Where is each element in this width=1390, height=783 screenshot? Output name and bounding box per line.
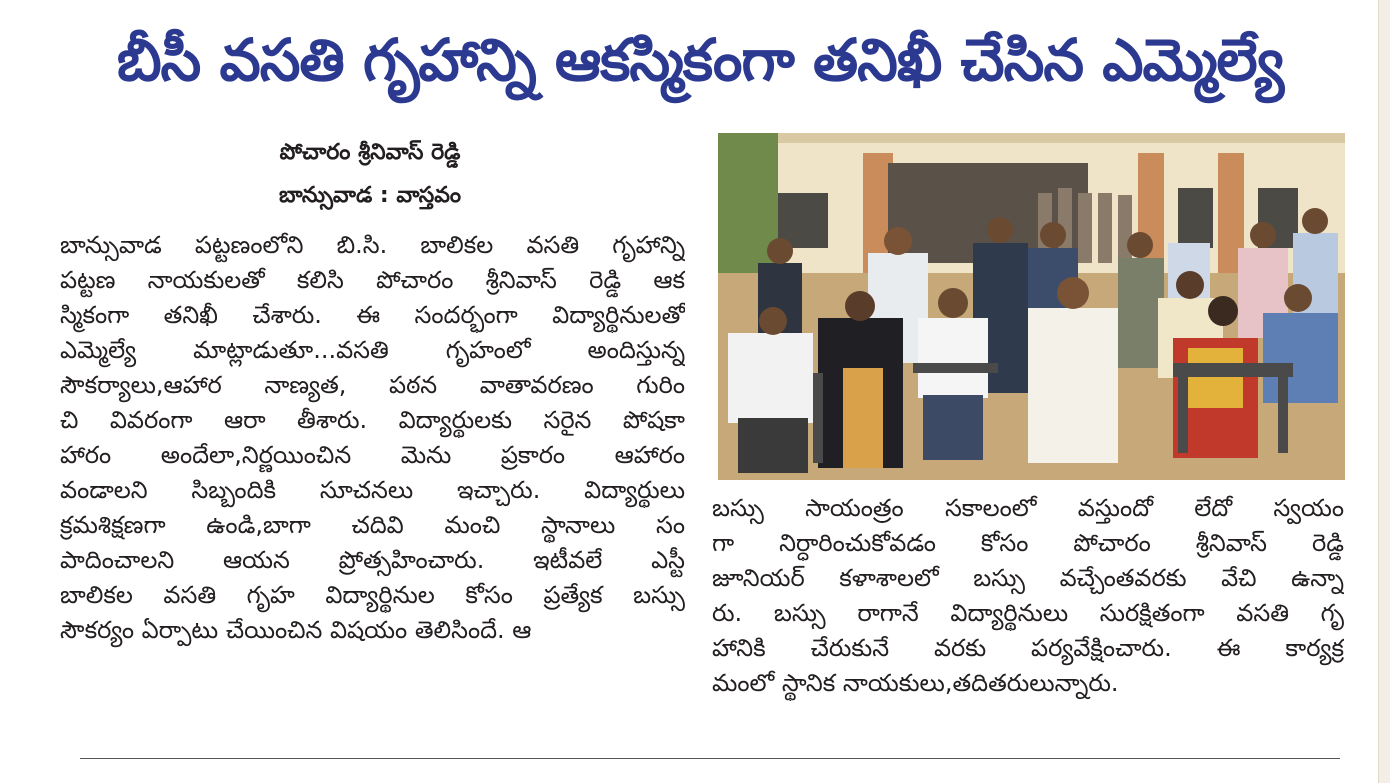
text-line: క్రమశిక్షణగా ఉండి,బాగా చదివి మంచి స్థానాలు సం [60,511,685,539]
text-line: హారం అందేలా,నిర్ణయించిన మెను ప్రకారం ఆహారం [60,441,685,469]
text-line: గా నిర్ధారించుకోవడం కోసం పోచారం శ్రీనివాస్ రెడ్డి [712,529,1344,557]
byline-author: పోచారం శ్రీనివాస్ రెడ్డి [279,140,461,165]
article-left-column [60,228,685,648]
text-line: బాలికల వసతి గృహ విద్యార్థినుల కోసం ప్రత్యేక బస్సు [60,581,685,609]
bottom-divider [80,758,1340,759]
text-line: జూనియర్ కళాశాలలో బస్సు వచ్చేంతవరకు వేచి ఉన్నా [712,564,1344,592]
news-photo [718,133,1345,480]
text-line: చి వివరంగా ఆరా తీశారు. విద్యార్థులకు సరైన పోషకా [60,406,685,434]
text-line: సౌకర్యాలు,ఆహార నాణ్యత, పఠన వాతావరణం గురిం [60,371,685,399]
byline-dateline: బాన్సువాడ : వాస్తవం [279,183,461,208]
text-line: బాన్సువాడ పట్టణంలోని బి.సి. బాలికల వసతి గృహాన్ని [60,231,685,259]
text-line: స్మికంగా తనిఖీ చేశారు. ఈ సందర్భంగా విద్యార్థినులతో [60,301,685,329]
text-line: పాదించాలని ఆయన ప్రోత్సహించారు. ఇటీవలే ఎస్టీ [60,546,685,574]
text-line: ఎమ్మెల్యే మాట్లాడుతూ...వసతి గృహంలో అందిస్తున్న [60,336,685,364]
text-line: రు. బస్సు రాగానే విద్యార్థినులు సురక్షితంగా వసతి గృ [712,599,1344,627]
text-line: పట్టణ నాయకులతో కలిసి పోచారం శ్రీనివాస్ రెడ్డి ఆక [60,266,685,294]
text-line: వండాలని సిబ్బందికి సూచనలు ఇచ్చారు. విద్యార్థులు [60,476,685,504]
photo-illustration [718,133,1345,480]
text-line: సౌకర్యం ఏర్పాటు చేయించిన విషయం తెలిసిందే. ఆ [60,616,532,644]
article-right-column [712,491,1344,701]
text-line: హానికి చేరుకునే వరకు పర్యవేక్షించారు. ఈ కార్యక్ర [712,634,1344,662]
page-edge-strip [1378,0,1390,783]
text-line: బస్సు సాయంత్రం సకాలంలో వస్తుందో లేదో స్వయం [712,494,1344,522]
text-line: మంలో స్థానిక నాయకులు,తదితరులున్నారు. [712,669,1119,697]
headline: బీసీ వసతి గృహాన్ని ఆకస్మికంగా తనిఖీ చేసిన ఎమ్మెల్యే [116,26,1284,94]
